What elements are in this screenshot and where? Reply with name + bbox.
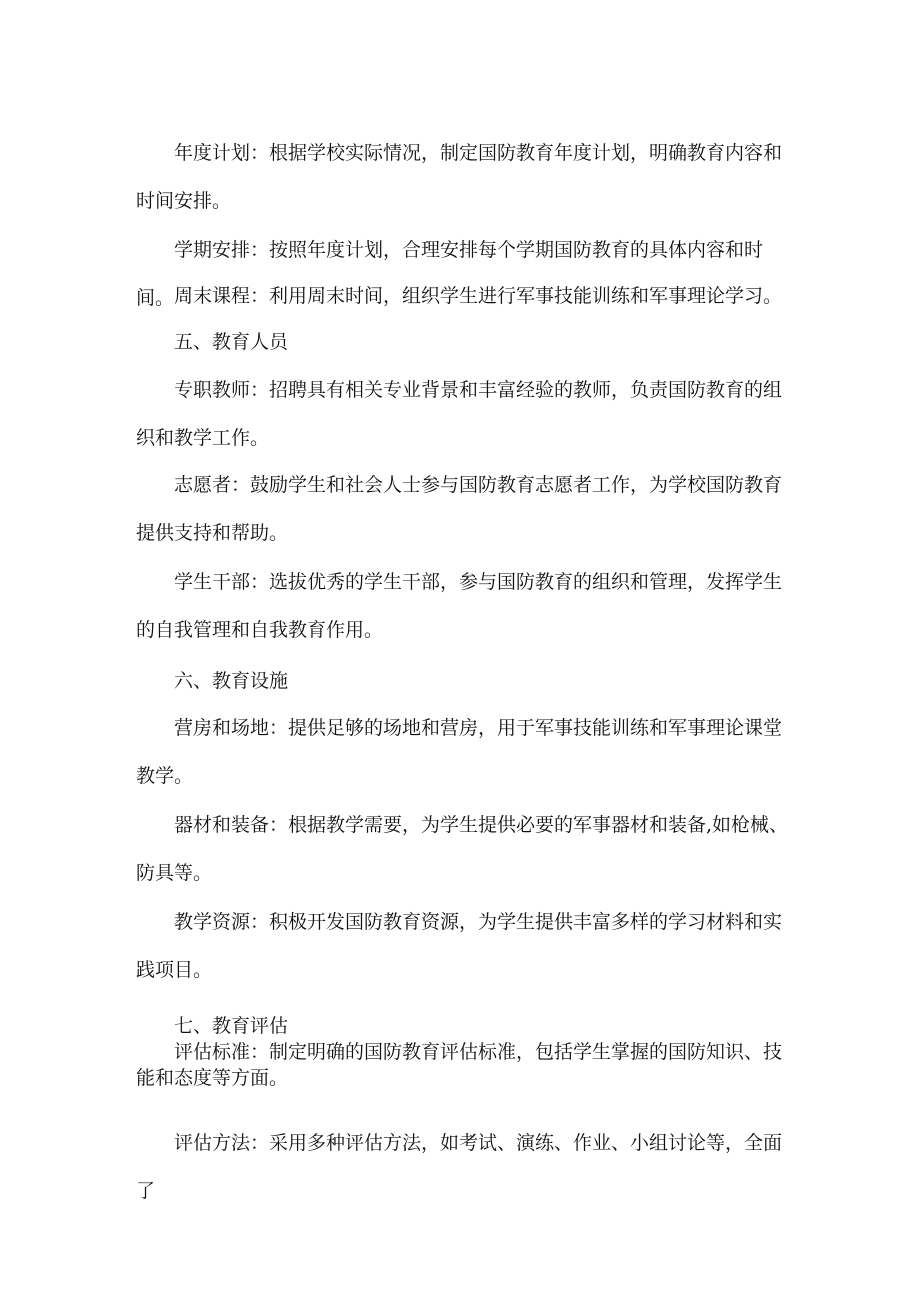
paragraph-volunteers: 志愿者：鼓励学生和社会人士参与国防教育志愿者工作，为学校国防教育提供支持和帮助。 xyxy=(136,474,783,544)
paragraph-annual-plan: 年度计划：根据学校实际情况，制定国防教育年度计划，明确教育内容和时间安排。 xyxy=(136,142,783,212)
paragraph-semester-arrangement: 学期安排：按照年度计划，合理安排每个学期国防教育的具体内容和时间。 xyxy=(136,239,764,309)
paragraph-equipment: 器材和装备：根据教学需要，为学生提供必要的军事器材和装备,如枪械、防具等。 xyxy=(136,814,789,884)
section-heading-staff: 五、教育人员 xyxy=(174,331,289,353)
paragraph-barracks-grounds: 营房和场地：提供足够的场地和营房，用于军事技能训练和军事理论课堂教学。 xyxy=(136,717,783,787)
paragraph-full-time-teachers: 专职教师：招聘具有相关专业背景和丰富经验的教师，负责国防教育的组织和教学工作。 xyxy=(136,379,783,449)
paragraph-student-leaders: 学生干部：选拔优秀的学生干部，参与国防教育的组织和管理，发挥学生的自我管理和自我教育作用。 xyxy=(136,571,783,641)
paragraph-weekend-course: 周末课程：利用周末时间，组织学生进行军事技能训练和军事理论学习。 xyxy=(174,285,783,307)
paragraph-evaluation-standards: 评估标准：制定明确的国防教育评估标准，包括学生掌握的国防知识、技能和态度等方面。 xyxy=(136,1041,783,1089)
paragraph-evaluation-methods: 评估方法：采用多种评估方法，如考试、演练、作业、小组讨论等，全面了 xyxy=(136,1132,783,1202)
section-heading-facilities: 六、教育设施 xyxy=(174,670,289,692)
paragraph-teaching-resources: 教学资源：积极开发国防教育资源，为学生提供丰富多样的学习材料和实践项目。 xyxy=(136,911,783,981)
section-heading-evaluation: 七、教育评估 xyxy=(174,1015,289,1037)
